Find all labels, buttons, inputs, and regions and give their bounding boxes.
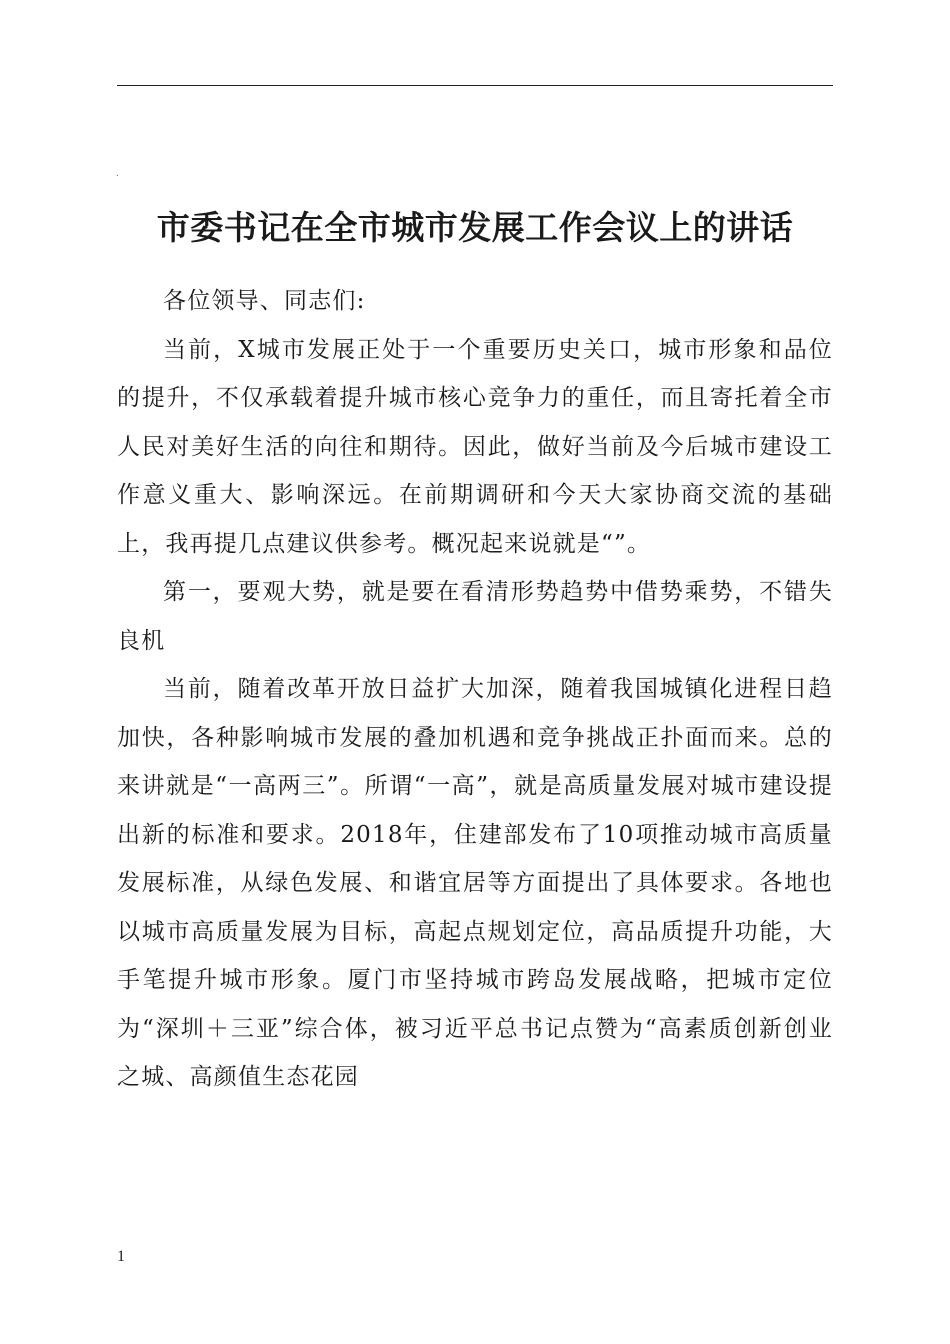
page-number: 1 xyxy=(117,1248,125,1265)
paragraph-intro: 当前，X城市发展正处于一个重要历史关口，城市形象和品位的提升，不仅承载着提升城市核心竞争力的重任，而且寄托着全市人民对美好生活的向往和期待。因此，做好当前及今后城市建设工作意义重大、影响深远。在前期调研和今天大家协商交流的基础上，我再提几点建议供参考。概况起来说就是“”。 xyxy=(117,336,833,557)
page-marker-dot: . xyxy=(116,169,119,178)
document-body xyxy=(117,277,833,1102)
header-rule xyxy=(117,85,833,86)
paragraph-body: 当前，随着改革开放日益扩大加深，随着我国城镇化进程日趋加快，各种影响城市发展的叠加机遇和竞争挑战正扑面而来。总的来讲就是“一高两三”。所谓“一高”，就是高质量发展对城市建设提出新的标准和要求。2018年，住建部发布了10项推动城市高质量发展标准，从绿色发展、和谐宜居等方面提出了具体要求。各地也以城市高质量发展为目标，高起点规划定位，高品质提升功能，大手笔提升城市形象。厦门市坚持城市跨岛发展战略，把城市定位为“深圳＋三亚”综合体，被习近平总书记点赞为“高素质创新创业之城、高颜值生态花园 xyxy=(117,676,833,1090)
document-title: 市委书记在全市城市发展工作会议上的讲话 xyxy=(156,208,794,247)
salutation: 各位领导、同志们: xyxy=(163,288,366,314)
paragraph-heading-first: 第一，要观大势，就是要在看清形势趋势中借势乘势，不错失良机 xyxy=(117,579,833,654)
